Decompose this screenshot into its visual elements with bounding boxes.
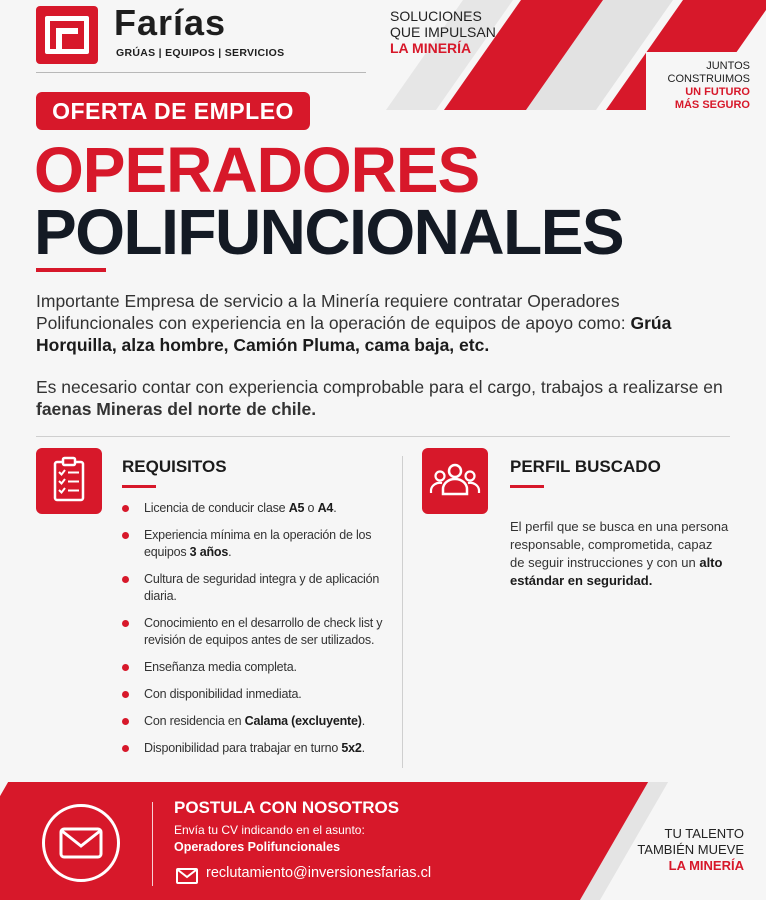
intro-paragraph-1: Importante Empresa de servicio a la Minería requiere contratar Operadores Polifuncionales con experiencia en la operación de equipos de apoyo como: Grúa Horquilla, alza hombre, Camión Pluma, cama baja, etc. — [36, 291, 672, 355]
requisitos-title: REQUISITOS — [122, 457, 227, 476]
apply-title: POSTULA CON NOSOTROS — [174, 798, 400, 817]
list-item: Con residencia en Calama (excluyente). — [120, 713, 410, 730]
requisitos-underline — [122, 485, 156, 488]
brand-tagline: GRÚAS | EQUIPOS | SERVICIOS — [116, 47, 285, 59]
apply-subject: Operadores Polifuncionales — [174, 840, 341, 854]
intro-paragraph-2: Es necesario contar con experiencia comprobable para el cargo, trabajos a realizarse en faenas Mineras del norte de chile. — [36, 377, 723, 419]
title-underline — [36, 268, 106, 272]
job-title-line2: POLIFUNCIONALES — [34, 196, 624, 268]
perfil-underline — [510, 485, 544, 488]
list-item: Cultura de seguridad integra y de aplicación diaria. — [120, 571, 410, 605]
solutions-slogan: SOLUCIONES QUE IMPULSAN LA MINERÍA — [390, 8, 496, 56]
list-item: Licencia de conducir clase A5 o A4. — [120, 500, 410, 517]
list-item: Conocimiento en el desarrollo de check list y revisión de equipos antes de ser utilizados. — [120, 615, 410, 649]
perfil-title: PERFIL BUSCADO — [510, 457, 661, 476]
list-item: Experiencia mínima en la operación de los equipos 3 años. — [120, 527, 410, 561]
team-icon — [422, 448, 488, 514]
list-item: Enseñanza media completa. — [120, 659, 410, 676]
header-divider — [36, 72, 366, 73]
mail-icon — [42, 804, 120, 882]
juntos-slogan: JUNTOS CONSTRUIMOS UN FUTURO MÁS SEGURO — [667, 60, 750, 111]
section-divider — [36, 436, 730, 437]
offer-badge: OFERTA DE EMPLEO — [36, 92, 310, 130]
list-item: Con disponibilidad inmediata. — [120, 686, 410, 703]
talento-slogan: TU TALENTO TAMBIÉN MUEVE LA MINERÍA — [637, 826, 744, 873]
checklist-icon — [36, 448, 102, 514]
requisitos-list — [120, 500, 410, 767]
envelope-icon — [176, 868, 198, 884]
footer-divider — [152, 802, 153, 886]
footer-banner — [0, 782, 766, 900]
list-item: Disponibilidad para trabajar en turno 5x2. — [120, 740, 410, 757]
contact-email-link[interactable]: reclutamiento@inversionesfarias.cl — [206, 865, 432, 881]
brand-name: Farías — [114, 2, 227, 43]
apply-instructions: Envía tu CV indicando en el asunto: — [174, 823, 365, 837]
brand-logo-icon — [36, 6, 98, 64]
job-title-line1: OPERADORES — [34, 134, 480, 206]
perfil-description: El perfil que se busca en una persona responsable, comprometida, capaz de seguir instrucciones y con un alto estándar en seguridad. — [510, 519, 729, 588]
